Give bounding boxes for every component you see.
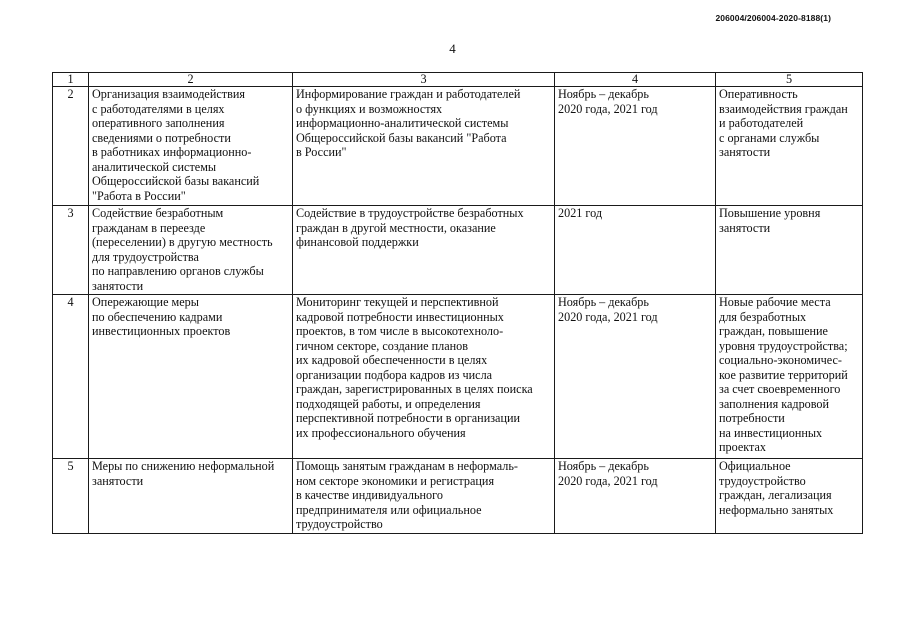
content-cell: Помощь занятым гражданам в неформаль- ном секторе экономики и регистрация в качестве индивидуального предпринимателя или официальное трудоустройство [293,459,555,534]
result-cell: Оперативность взаимодействия граждан и работодателей с органами службы занятости [716,87,863,206]
period-cell: 2021 год [555,206,716,295]
measures-table [52,72,863,534]
table-row [53,459,863,534]
document-id: 206004/206004-2020-8188(1) [715,13,831,23]
measure-cell: Меры по снижению неформальной занятости [89,459,293,534]
column-header-2: 2 [89,73,293,87]
table-row [53,206,863,295]
content-cell: Информирование граждан и работодателей о функциях и возможностях информационно-аналитической системы Общероссийской базы вакансий "Работа в России" [293,87,555,206]
table-row [53,87,863,206]
result-cell: Официальное трудоустройство граждан, легализация неформально занятых [716,459,863,534]
column-header-5: 5 [716,73,863,87]
table-row [53,295,863,459]
result-cell: Новые рабочие места для безработных граждан, повышение уровня трудоустройства; социально-экономичес- кое развитие территорий за счет своевременного заполнения кадровой потребности на инвестиционных проектах [716,295,863,459]
header-row [53,73,863,87]
page-number: 4 [449,41,456,56]
row-number: 2 [53,87,89,206]
row-number: 4 [53,295,89,459]
row-number: 3 [53,206,89,295]
period-cell: Ноябрь – декабрь 2020 года, 2021 год [555,459,716,534]
row-number: 5 [53,459,89,534]
measure-cell: Содействие безработным гражданам в переезде (переселении) в другую местность для трудоустройства по направлению органов службы занятости [89,206,293,295]
column-header-3: 3 [293,73,555,87]
measure-cell: Организация взаимодействия с работодателями в целях оперативного заполнения сведениями о потребности в работниках информационно- аналитической системы Общероссийской базы вакансий "Работа в России" [89,87,293,206]
measure-cell: Опережающие меры по обеспечению кадрами инвестиционных проектов [89,295,293,459]
column-header-4: 4 [555,73,716,87]
content-cell: Содействие в трудоустройстве безработных граждан в другой местности, оказание финансовой поддержки [293,206,555,295]
period-cell: Ноябрь – декабрь 2020 года, 2021 год [555,87,716,206]
result-cell: Повышение уровня занятости [716,206,863,295]
column-header-1: 1 [53,73,89,87]
content-cell: Мониторинг текущей и перспективной кадровой потребности инвестиционных проектов, в том числе в высокотехноло- гичном секторе, создание планов их кадровой обеспеченности в целях организации подбора кадров из числа граждан, зарегистрированных в целях поиска подходящей работы, и определения перспективной потребности в организации их профессионального обучения [293,295,555,459]
period-cell: Ноябрь – декабрь 2020 года, 2021 год [555,295,716,459]
